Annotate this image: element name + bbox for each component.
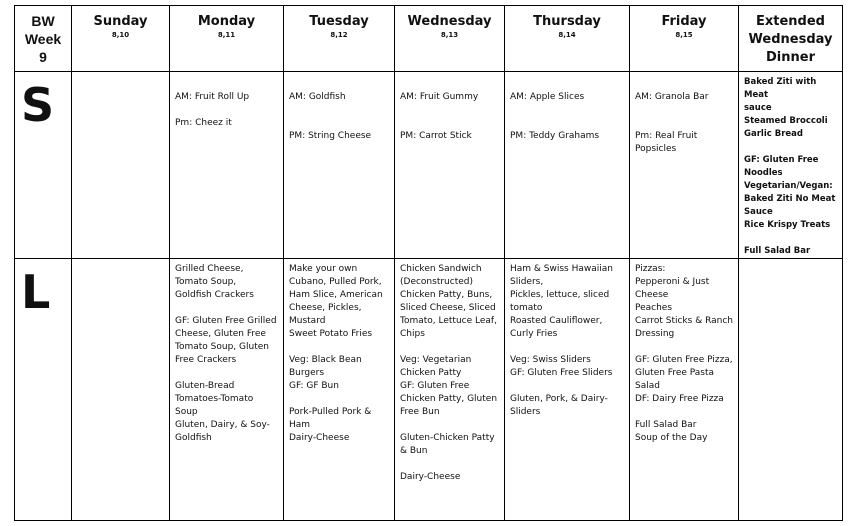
weekly-menu-table: [14, 5, 843, 521]
day-header-wednesday: Wednesday 8,13: [395, 6, 505, 72]
menu-entry: Veg: Vegetarian Chicken Patty GF: Gluten Free Chicken Patty, Gluten Free Bun: [400, 355, 498, 417]
menu-entry: Baked Ziti with Meat sauce Steamed Broccoli Garlic Bread: [744, 77, 828, 139]
menu-entry: GF: Gluten Free Noodles Vegetarian/Vegan: Baked Ziti No Meat Sauce Rice Krispy Treats: [744, 155, 836, 230]
menu-entry: Grilled Cheese, Tomato Soup, Goldfish Crackers: [175, 264, 254, 300]
lunch-cell: [630, 259, 739, 521]
menu-entry: Full Salad Bar: [744, 246, 811, 256]
snack-cell: [170, 72, 284, 259]
day-header-tuesday: Tuesday 8,12: [284, 6, 395, 72]
extended-dinner-cell: [739, 72, 843, 259]
menu-entry: Gluten-Chicken Patty & Bun: [400, 433, 495, 456]
menu-entry: PM: Carrot Stick: [400, 131, 472, 141]
header-row: [15, 6, 843, 72]
day-header-monday: Monday 8,11: [170, 6, 284, 72]
menu-entry: Make your own Cubano, Pulled Pork, Ham Slice, American Cheese, Pickles, Mustard Sweet Potato Fries: [289, 264, 383, 339]
snack-cell: [72, 72, 170, 259]
menu-entry: AM: Apple Slices: [510, 92, 585, 102]
extended-dinner-cell: [739, 259, 843, 521]
menu-entry: Dairy-Cheese: [400, 472, 461, 482]
menu-entry: Gluten-Bread Tomatoes-Tomato Soup Gluten, Dairy, & Soy- Goldfish: [175, 381, 270, 443]
menu-entry: GF: Gluten Free Grilled Cheese, Gluten Free Tomato Soup, Gluten Free Crackers: [175, 316, 277, 365]
snack-cell: [505, 72, 630, 259]
day-header-friday: Friday 8,15: [630, 6, 739, 72]
menu-entry: Pm: Cheez it: [175, 118, 232, 128]
menu-entry: AM: Goldfish: [289, 92, 346, 102]
menu-entry: Veg: Black Bean Burgers GF: GF Bun: [289, 355, 362, 391]
lunch-row-label: L: [15, 259, 72, 521]
lunch-cell: [72, 259, 170, 521]
day-header-sunday: Sunday 8,10: [72, 6, 170, 72]
menu-entry: Pm: Real Fruit Popsicles: [635, 131, 698, 154]
menu-entry: AM: Fruit Roll Up: [175, 92, 250, 102]
menu-entry: Chicken Sandwich (Deconstructed) Chicken Patty, Buns, Sliced Cheese, Sliced Tomato, Lettuce Leaf, Chips: [400, 264, 497, 339]
day-header-thursday: Thursday 8,14: [505, 6, 630, 72]
lunch-cell: [284, 259, 395, 521]
menu-entry: AM: Fruit Gummy: [400, 92, 479, 102]
lunch-row: [15, 259, 843, 521]
snack-cell: [395, 72, 505, 259]
menu-entry: Pork-Pulled Pork & Ham Dairy-Cheese: [289, 407, 372, 443]
snack-row: [15, 72, 843, 259]
menu-entry: Pizzas: Pepperoni & Just Cheese Peaches Carrot Sticks & Ranch Dressing: [635, 264, 733, 339]
menu-entry: Veg: Swiss Sliders GF: Gluten Free Sliders: [510, 355, 613, 378]
menu-entry: PM: Teddy Grahams: [510, 131, 600, 141]
week-label: BW Week 9: [15, 6, 72, 72]
snack-row-label: S: [15, 72, 72, 259]
snack-cell: [630, 72, 739, 259]
menu-entry: Full Salad Bar Soup of the Day: [635, 420, 708, 443]
snack-cell: [284, 72, 395, 259]
menu-entry: Gluten, Pork, & Dairy- Sliders: [510, 394, 608, 417]
menu-entry: PM: String Cheese: [289, 131, 372, 141]
menu-entry: AM: Granola Bar: [635, 92, 709, 102]
lunch-cell: [170, 259, 284, 521]
menu-entry: Ham & Swiss Hawaiian Sliders, Pickles, lettuce, sliced tomato Roasted Cauliflower, Curly Fries: [510, 264, 613, 339]
lunch-cell: [395, 259, 505, 521]
menu-entry: GF: Gluten Free Pizza, Gluten Free Pasta Salad DF: Dairy Free Pizza: [635, 355, 733, 404]
lunch-cell: [505, 259, 630, 521]
extended-dinner-header: Extended Wednesday Dinner: [739, 6, 843, 72]
